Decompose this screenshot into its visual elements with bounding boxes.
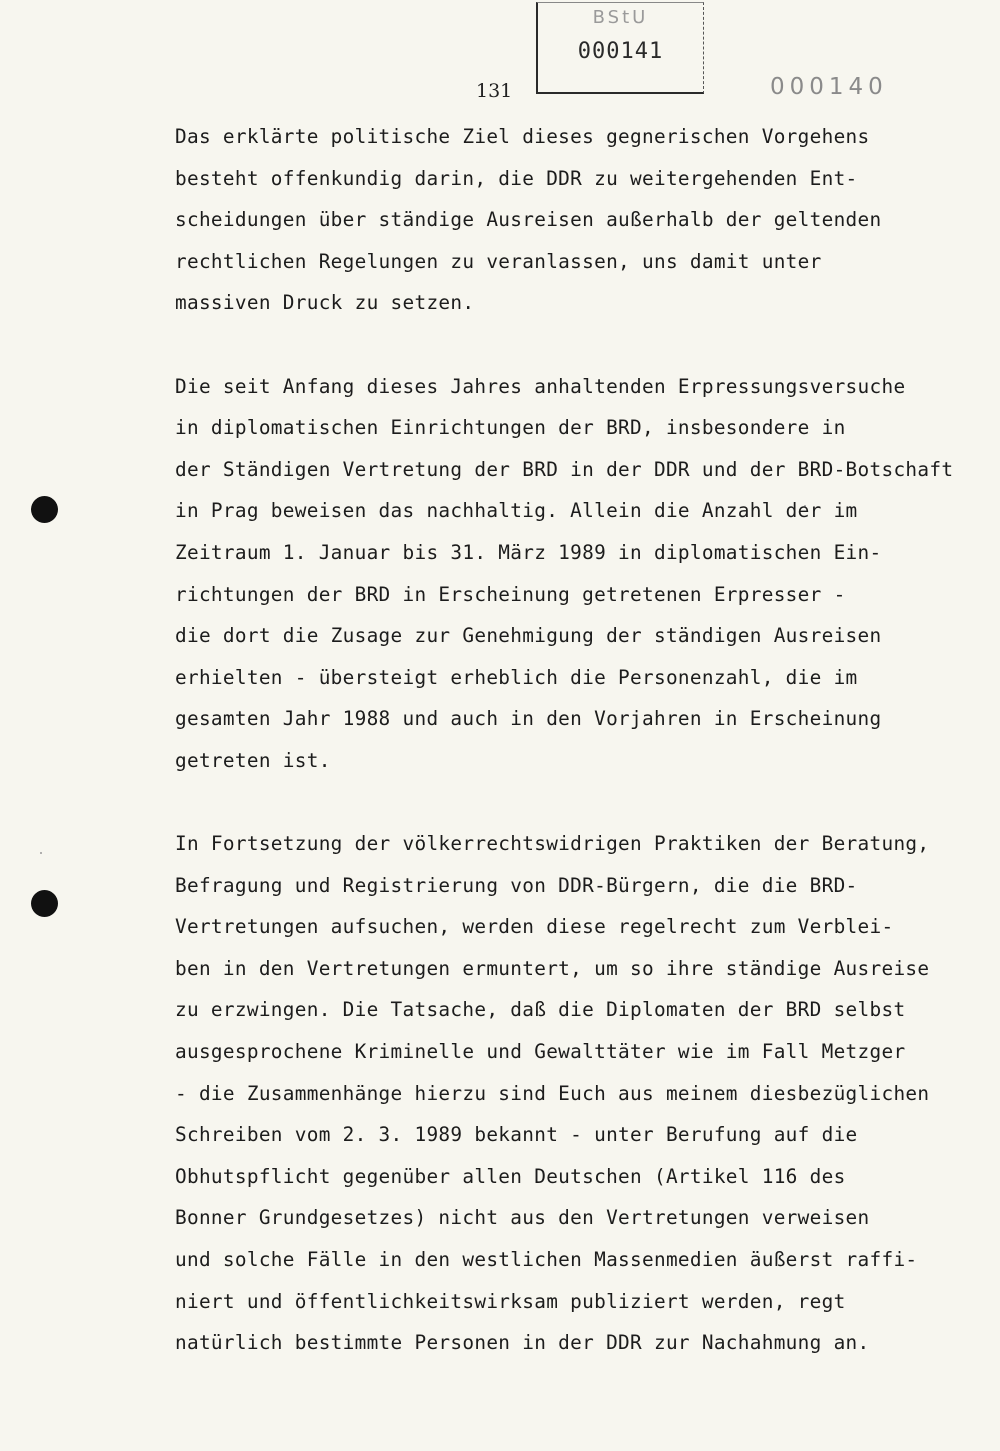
text-line: natürlich bestimmte Personen in der DDR zur Nachahmung an. <box>175 1331 870 1355</box>
text-line: in diplomatischen Einrichtungen der BRD, insbesondere in <box>175 416 846 440</box>
letter-body <box>175 116 990 1364</box>
text-line: - die Zusammenhänge hierzu sind Euch aus meinem diesbezüglichen <box>175 1081 930 1105</box>
text-line: Obhutspflicht gegenüber allen Deutschen (Artikel 116 des <box>175 1164 846 1188</box>
punch-hole-top <box>31 496 58 523</box>
paragraph-gap <box>175 782 990 824</box>
paragraph-extortion-attempts <box>175 366 990 782</box>
paragraph-objective <box>175 116 990 324</box>
text-line: Das erklärte politische Ziel dieses gegnerischen Vorgehens <box>175 125 870 148</box>
paragraph-diplomatic-practices <box>175 823 990 1364</box>
text-line: massiven Druck zu setzen. <box>175 291 475 315</box>
paper-speck <box>40 852 42 854</box>
text-line: getreten ist. <box>175 748 331 772</box>
text-line: ben in den Vertretungen ermuntert, um so ihre ständige Ausreise <box>175 956 930 980</box>
archive-stamp <box>536 2 704 94</box>
text-line: Schreiben vom 2. 3. 1989 bekannt - unter Berufung auf die <box>175 1123 858 1147</box>
text-line: besteht offenkundig darin, die DDR zu weitergehenden Ent- <box>175 166 858 190</box>
text-line: Zeitraum 1. Januar bis 31. März 1989 in diplomatischen Ein- <box>175 540 882 564</box>
text-line: In Fortsetzung der völkerrechtswidrigen Praktiken der Beratung, <box>175 832 930 856</box>
paragraph-gap <box>175 324 990 366</box>
archive-stamp-label: BStU <box>592 7 649 28</box>
text-line: in Prag beweisen das nachhaltig. Allein die Anzahl der im <box>175 499 858 523</box>
text-line: Die seit Anfang dieses Jahres anhaltenden Erpressungsversuche <box>175 374 906 398</box>
text-line: gesamten Jahr 1988 und auch in den Vorjahren in Erscheinung <box>175 707 882 731</box>
text-line: Bonner Grundgesetzes) nicht aus den Vertretungen verweisen <box>175 1206 870 1230</box>
text-line: und solche Fälle in den westlichen Massenmedien äußerst raffi- <box>175 1248 918 1272</box>
text-line: zu erzwingen. Die Tatsache, daß die Diplomaten der BRD selbst <box>175 998 906 1022</box>
text-line: erhielten - übersteigt erheblich die Personenzahl, die im <box>175 665 858 689</box>
text-line: die dort die Zusage zur Genehmigung der ständigen Ausreisen <box>175 624 882 648</box>
text-line: Vertretungen aufsuchen, werden diese regelrecht zum Verblei- <box>175 915 894 939</box>
text-line: ausgesprochene Kriminelle und Gewalttäter wie im Fall Metzger <box>175 1040 906 1064</box>
page-number: 131 <box>476 80 513 102</box>
archive-stamp-number: 000141 <box>577 39 664 64</box>
punch-hole-bottom <box>31 890 58 917</box>
text-line: niert und öffentlichkeitswirksam publiziert werden, regt <box>175 1289 846 1313</box>
text-line: Befragung und Registrierung von DDR-Bürgern, die die BRD- <box>175 873 858 897</box>
file-number: 000140 <box>770 74 888 100</box>
text-line: der Ständigen Vertretung der BRD in der DDR und der BRD-Botschaft <box>175 457 954 481</box>
text-line: richtungen der BRD in Erscheinung getretenen Erpresser - <box>175 582 846 606</box>
text-line: scheidungen über ständige Ausreisen außerhalb der geltenden <box>175 208 882 232</box>
text-line: rechtlichen Regelungen zu veranlassen, uns damit unter <box>175 249 822 273</box>
